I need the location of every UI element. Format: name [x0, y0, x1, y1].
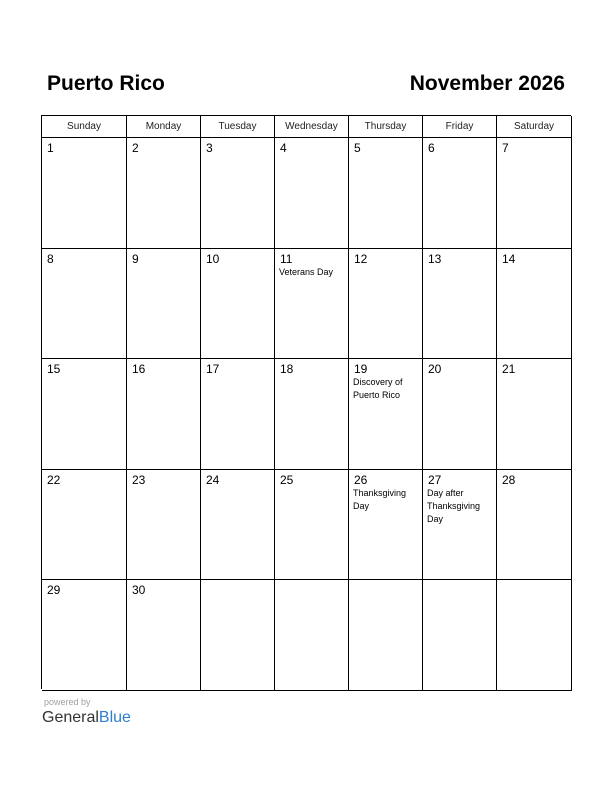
- day-cell: [423, 359, 497, 470]
- day-cell: [423, 470, 497, 581]
- day-number: 16: [132, 362, 146, 376]
- day-number: 2: [132, 141, 139, 155]
- day-cell: [275, 249, 349, 360]
- footer-branding: [42, 697, 131, 728]
- day-cell: [349, 138, 423, 249]
- week-row-4: [42, 470, 571, 581]
- holiday-label: Discovery of Puerto Rico: [353, 377, 403, 400]
- day-cell: [42, 470, 127, 581]
- calendar-grid: [41, 115, 571, 689]
- day-cell: [497, 249, 572, 360]
- day-number: 10: [206, 251, 220, 266]
- day-cell: [349, 249, 423, 360]
- day-number: 1: [47, 141, 54, 155]
- weekday-sunday: Sunday: [42, 116, 127, 138]
- day-cell: [201, 138, 275, 249]
- region-title: Puerto Rico: [47, 72, 165, 95]
- day-cell: [201, 580, 275, 691]
- weekday-header-row: [42, 116, 571, 138]
- day-number: 19: [354, 362, 368, 376]
- weekday-thursday: Thursday: [349, 116, 423, 138]
- day-cell: [127, 359, 201, 470]
- week-row-3: [42, 359, 571, 470]
- day-number: 25: [280, 472, 294, 487]
- weekday-wednesday: Wednesday: [275, 116, 349, 138]
- day-number: 17: [206, 362, 220, 376]
- day-cell: [497, 138, 572, 249]
- day-cell: [127, 249, 201, 360]
- day-cell: [42, 359, 127, 470]
- weekday-monday: Monday: [127, 116, 201, 138]
- day-number: 6: [428, 141, 435, 155]
- day-cell: [423, 138, 497, 249]
- day-cell: [497, 580, 572, 691]
- powered-by-text: powered by: [44, 697, 91, 707]
- day-number: 9: [132, 251, 139, 266]
- month-year-title: November 2026: [409, 72, 565, 95]
- day-number: 5: [354, 141, 361, 155]
- day-cell: [42, 249, 127, 360]
- logo-text-general: General: [42, 709, 99, 726]
- day-cell: [201, 470, 275, 581]
- day-cell: [349, 470, 423, 581]
- holiday-label: Thanksgiving Day: [353, 487, 407, 511]
- logo-text-blue: Blue: [98, 709, 131, 726]
- day-cell: [275, 359, 349, 470]
- day-number: 22: [47, 472, 61, 487]
- day-number: 18: [280, 362, 294, 376]
- weekday-tuesday: Tuesday: [201, 116, 275, 138]
- day-cell: [127, 470, 201, 581]
- day-cell: [275, 580, 349, 691]
- day-number: 24: [206, 472, 220, 487]
- day-number: 3: [206, 141, 213, 155]
- day-number: 23: [132, 472, 146, 487]
- holiday-label: Day after Thanksgiving Day: [427, 487, 481, 524]
- day-cell: [275, 138, 349, 249]
- generalblue-logo[interactable]: [42, 708, 131, 728]
- holiday-label: Veterans Day: [279, 266, 334, 277]
- day-number: 11: [280, 251, 293, 266]
- day-number: 14: [502, 251, 516, 266]
- day-number: 21: [502, 362, 516, 376]
- week-row-1: [42, 138, 571, 249]
- week-row-5: [42, 580, 571, 691]
- day-number: 12: [354, 251, 368, 266]
- day-number: 30: [132, 583, 146, 597]
- day-number: 7: [502, 141, 509, 155]
- weekday-saturday: Saturday: [497, 116, 572, 138]
- day-number: 4: [280, 141, 287, 155]
- day-cell: [42, 138, 127, 249]
- day-cell: [127, 138, 201, 249]
- day-number: 27: [428, 472, 442, 487]
- day-cell: [497, 359, 572, 470]
- day-number: 13: [428, 251, 442, 266]
- week-row-2: [42, 249, 571, 360]
- day-cell: [201, 249, 275, 360]
- weekday-friday: Friday: [423, 116, 497, 138]
- day-number: 15: [47, 362, 61, 376]
- day-number: 26: [354, 472, 368, 487]
- day-number: 8: [47, 251, 54, 266]
- day-number: 28: [502, 472, 516, 487]
- day-cell: [275, 470, 349, 581]
- day-cell: [423, 580, 497, 691]
- day-number: 20: [428, 362, 442, 376]
- day-cell: [423, 249, 497, 360]
- day-cell: [42, 580, 127, 691]
- day-cell: [201, 359, 275, 470]
- day-cell: [497, 470, 572, 581]
- day-cell: [127, 580, 201, 691]
- day-cell: [349, 359, 423, 470]
- day-cell: [349, 580, 423, 691]
- day-number: 29: [47, 583, 61, 597]
